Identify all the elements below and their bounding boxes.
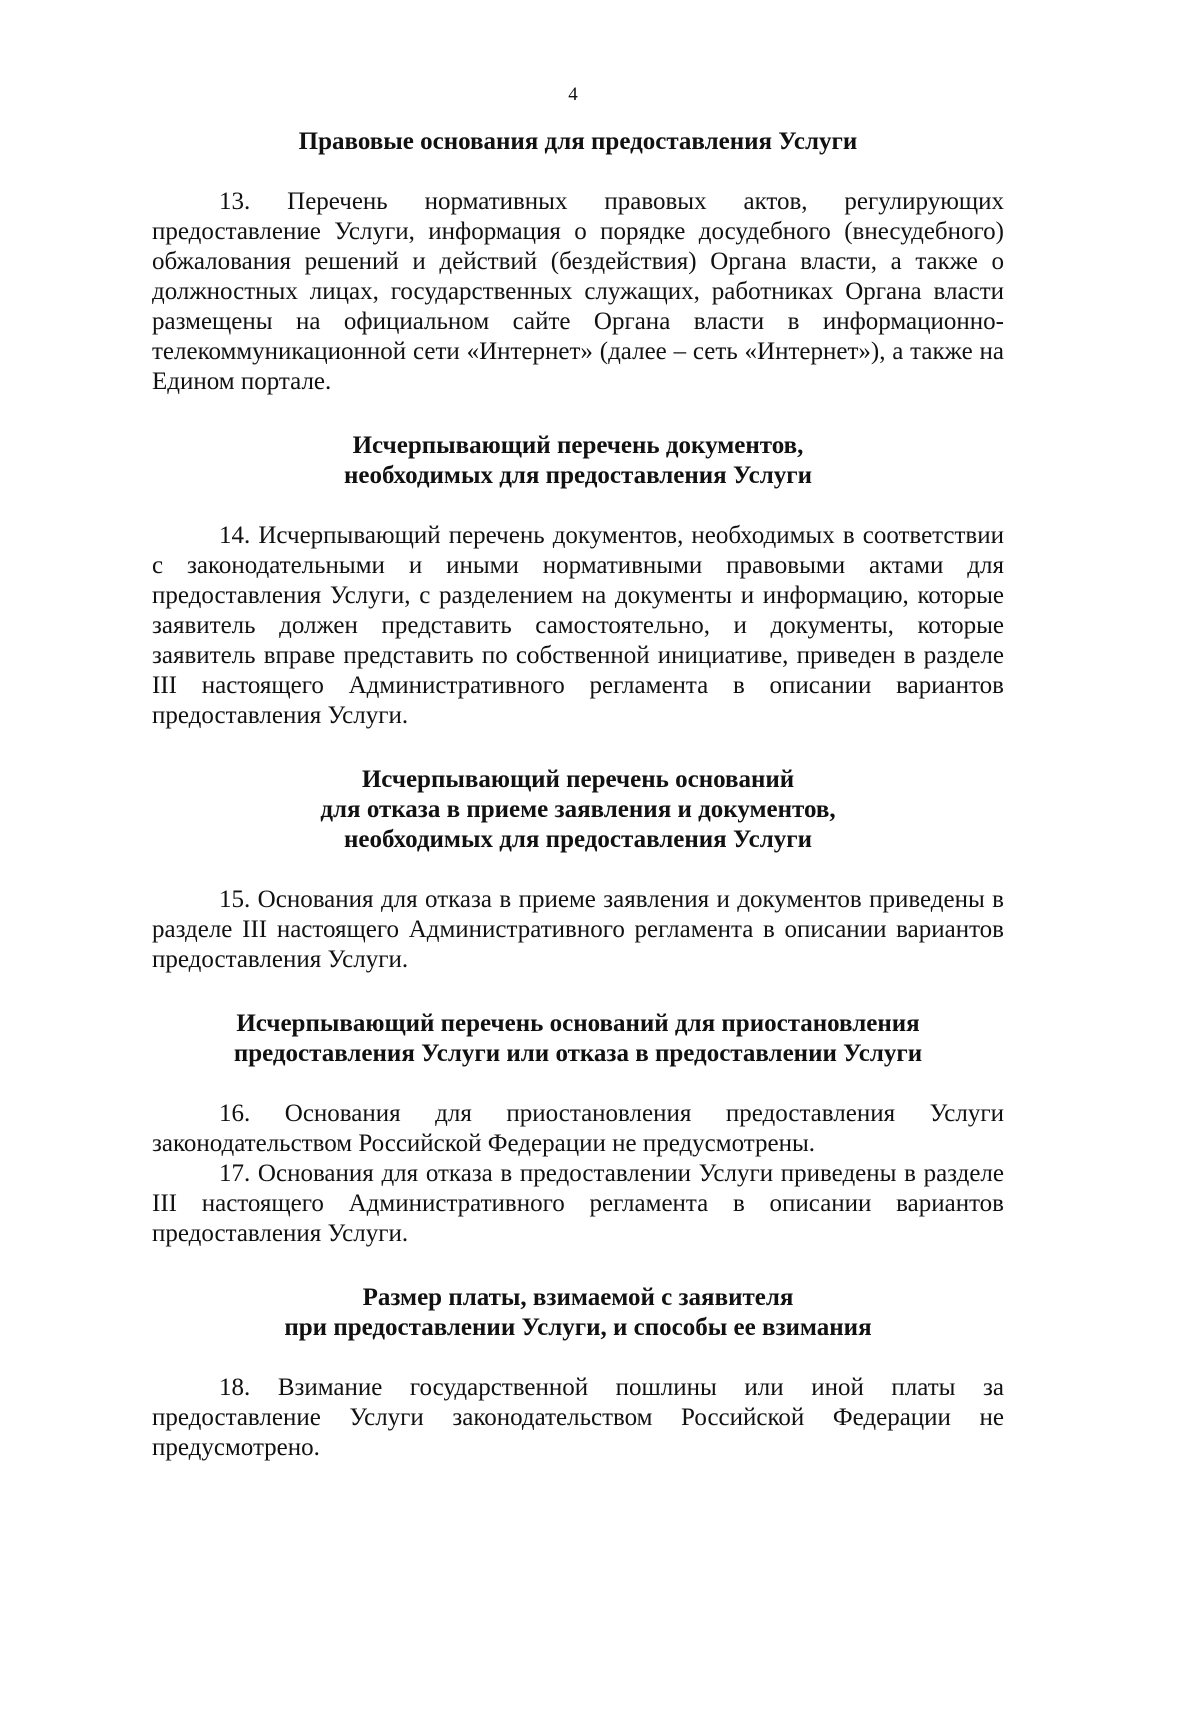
heading-line: предоставления Услуги или отказа в предоставлении Услуги (233, 1040, 923, 1067)
heading-line: Правовые основания для предоставления Услуги (298, 128, 858, 155)
paragraph-15: 15. Основания для отказа в приеме заявления и документов приведены в разделе III настоящего Административного регламента в описании вариантов предоставления Услуги. (152, 886, 1004, 973)
page-number: 4 (568, 84, 578, 105)
heading-line: при предоставлении Услуги, и способы ее взимания (284, 1314, 872, 1341)
section-heading (152, 1283, 1004, 1343)
paragraph-14: 14. Исчерпывающий перечень документов, необходимых в соответствии с законодательными и иными нормативными правовыми актами для предоставления Услуги, с разделением на документы и информацию, которые заявитель должен представить самостоятельно, и документы, которые заявитель вправе представить по собственной инициативе, приведен в разделе III настоящего Административного регламента в описании вариантов предоставления Услуги. (152, 522, 1004, 729)
section-heading (152, 1009, 1004, 1069)
document-body (152, 127, 1004, 1463)
section-heading (152, 127, 1004, 157)
paragraph-16: 16. Основания для приостановления предоставления Услуги законодательством Российской Федерации не предусмотрены. (152, 1100, 1004, 1157)
section-heading (152, 765, 1004, 855)
paragraph-13: 13. Перечень нормативных правовых актов, регулирующих предоставление Услуги, информация о порядке досудебного (внесудебного) обжалования решений и действий (бездействия) Органа власти, а также о должностных лицах, государственных служащих, работниках Органа власти размещены на официальном сайте Органа власти в информационно-телекоммуникационной сети «Интернет» (далее – сеть «Интернет»), а также на Едином портале. (152, 188, 1004, 395)
heading-line: необходимых для предоставления Услуги (344, 462, 812, 489)
heading-line: Исчерпывающий перечень оснований для приостановления (236, 1010, 920, 1037)
heading-line: Размер платы, взимаемой с заявителя (362, 1284, 794, 1311)
section-heading (152, 431, 1004, 491)
heading-line: Исчерпывающий перечень оснований (361, 766, 795, 793)
heading-line: необходимых для предоставления Услуги (344, 826, 812, 853)
heading-line: Исчерпывающий перечень документов, (352, 432, 804, 459)
heading-line: для отказа в приеме заявления и документов, (320, 796, 836, 823)
paragraph-17: 17. Основания для отказа в предоставлении Услуги приведены в разделе III настоящего Административного регламента в описании вариантов предоставления Услуги. (152, 1160, 1004, 1247)
paragraph-18: 18. Взимание государственной пошлины или иной платы за предоставление Услуги законодательством Российской Федерации не предусмотрено. (152, 1374, 1004, 1461)
